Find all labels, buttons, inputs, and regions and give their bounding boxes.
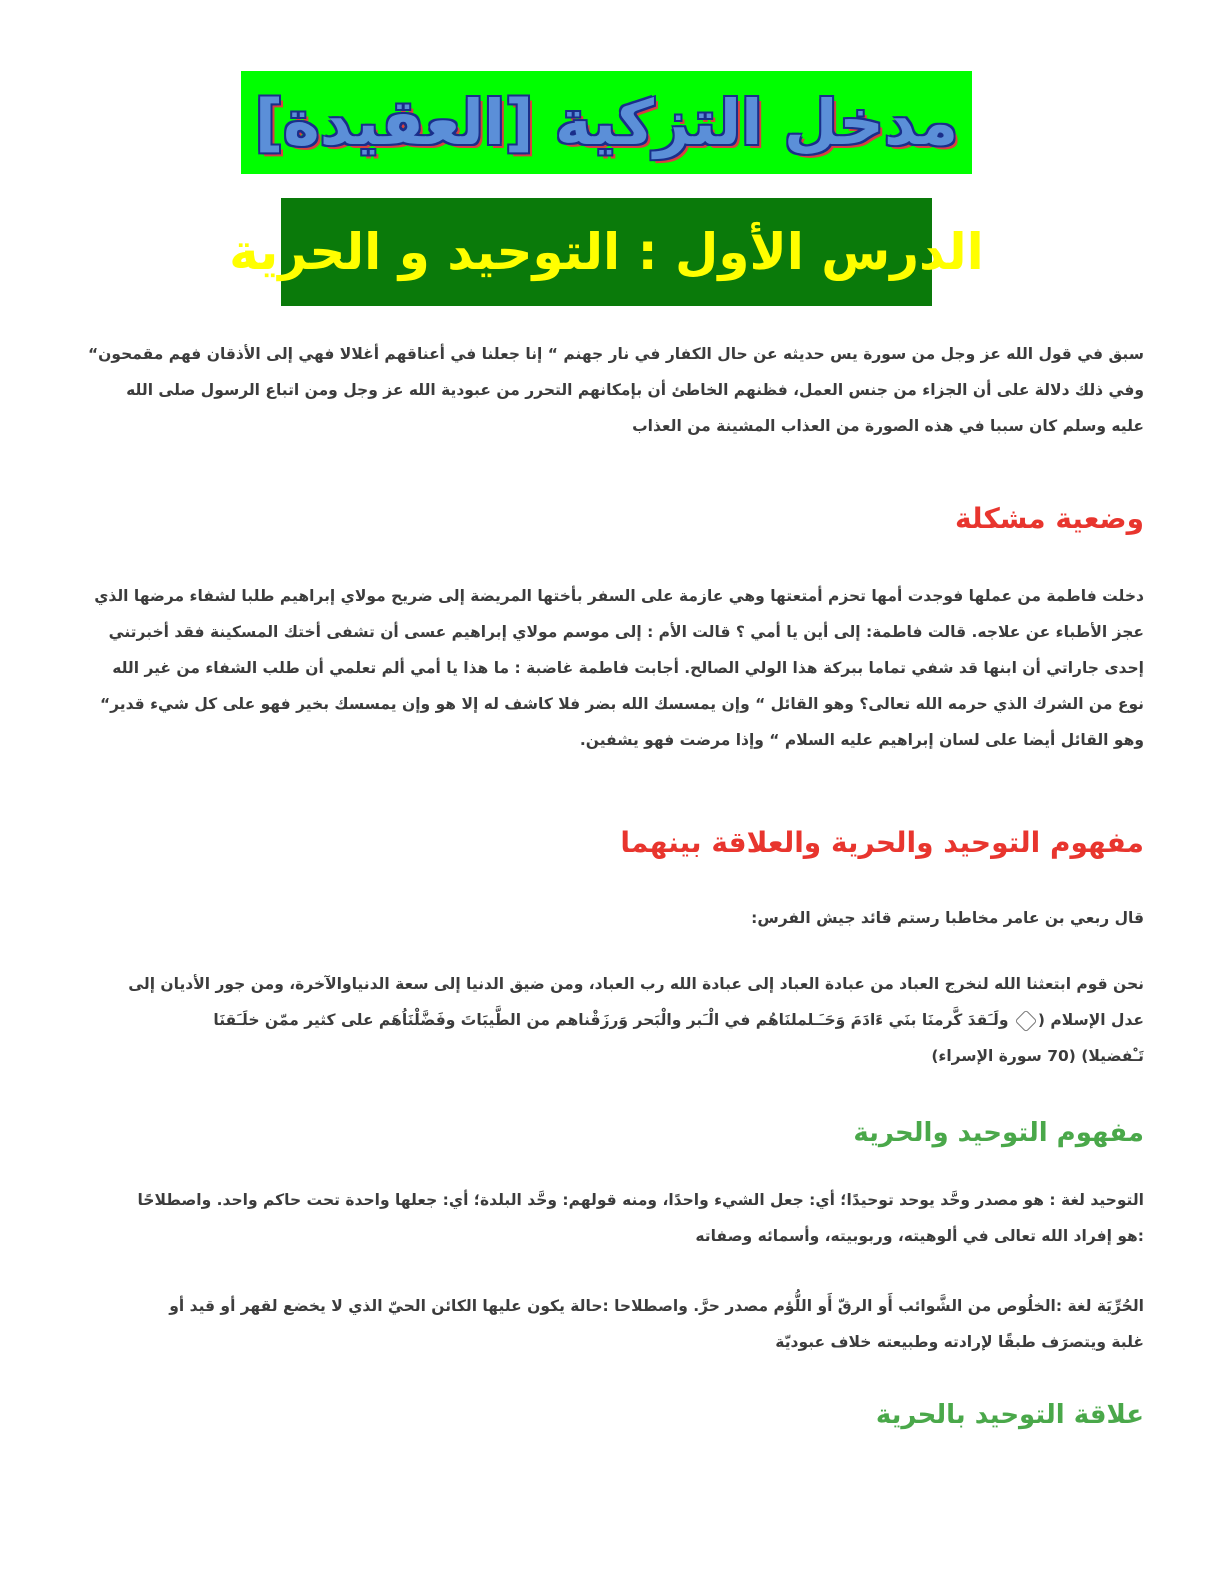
tawhid-line: التوحيد لغة : هو مصدر وحَّد يوحد توحيدًا؛ أي: جعل الشيء واحدًا، ومنه قولهم: وحَّد البلدة؛ أي: جعلها واحدة تحت حاكم واحد. واصطلاحًا: [137, 1191, 1144, 1209]
hurriya-definition: [80, 1288, 1144, 1360]
problem-line: عجز الأطباء عن علاجه. قالت فاطمة: إلى أين يا أمي ؟ قالت الأم : إلى موسم مولاي إبراهيم عسى أن تشفى أختك المسكينة فقد أخبرتني: [108, 623, 1144, 641]
concept-line-start: عدل الإسلام (: [1037, 1011, 1144, 1029]
section-heading-definition: مفهوم التوحيد والحرية: [853, 1118, 1144, 1148]
concept-paragraph: [80, 966, 1144, 1074]
tawhid-line: :هو إفراد الله تعالى في ألوهيته، وربوبيته، وأسمائه وصفاته: [695, 1227, 1144, 1245]
quote-intro: [80, 900, 1144, 936]
hurriya-line: الحُرِّيَة لغة :الخلُوص من الشَّوائب أَو الرقّ أَو اللُّؤم مصدر حرَّ. واصطلاحا :حالة يكون عليها الكائن الحيّ الذي لا يخضع لقهر أو قيد أو: [169, 1297, 1144, 1315]
intro-line: سبق في قول الله عز وجل من سورة يس حديثه عن حال الكفار في نار جهنم “ إنا جعلنا في أعناقهم أغلالا فهي إلى الأذقان فهم مقمحون“: [87, 345, 1144, 363]
tawhid-definition: [80, 1182, 1144, 1254]
hurriya-line: غلبة ويتصرَف طبقًا لإرادته وطبيعته خلاف عبوديّة: [775, 1333, 1144, 1351]
problem-line: إحدى جاراتي أن ابنها قد شفي تماما ببركة هذا الولي الصالح. أجابت فاطمة غاضبة : ما هذا يا أمي ألم تعلمي أن طلب الشفاء من غير الله: [112, 659, 1144, 677]
section-heading-relation: علاقة التوحيد بالحرية: [875, 1400, 1144, 1430]
problem-line: وهو القائل أيضا على لسان إبراهيم عليه السلام “ وإذا مرضت فهو يشفين.: [579, 731, 1144, 749]
problem-paragraph: [80, 578, 1144, 758]
intro-line: عليه وسلم كان سببا في هذه الصورة من العذاب المشينة من العذاب: [632, 417, 1144, 435]
concept-line-verse: [80, 1002, 1144, 1038]
section-heading-problem: وضعية مشكلة: [955, 502, 1144, 535]
section-heading-concept: مفهوم التوحيد والحرية والعلاقة بينهما: [620, 826, 1144, 859]
quote-intro-line: قال ربعي بن عامر مخاطبا رستم قائد جيش الفرس:: [751, 909, 1144, 927]
page-title: مدخل التزكية [العقيدة]: [254, 85, 959, 159]
intro-line: وفي ذلك دلالة على أن الجزاء من جنس العمل، فظنهم الخاطئ أن بإمكانهم التحرر من عبودية الله عز وجل ومن اتباع الرسول صلى الله: [126, 381, 1144, 399]
concept-line: تَـْفضيلا) (70 سورة الإسراء): [931, 1047, 1144, 1065]
concept-line: نحن قوم ابتعثنا الله لنخرج العباد من عبادة العباد إلى عبادة الله رب العباد، ومن ضيق الدنيا إلى سعة الدنياوالآخرة، ومن جور الأديان إلى: [128, 975, 1144, 993]
problem-line: دخلت فاطمة من عملها فوجدت أمها تحزم أمتعتها وهي عازمة على السفر بأختها المريضة إلى ضريح مولاي إبراهيم طلبا لشفاء مرضها الذي: [94, 587, 1144, 605]
intro-paragraph: [80, 336, 1144, 444]
lesson-title: الدرس الأول : التوحيد و الحرية: [229, 223, 984, 281]
title-banner: [241, 71, 972, 174]
subtitle-banner: [229, 198, 984, 306]
problem-line: نوع من الشرك الذي حرمه الله تعالى؟ وهو القائل “ وإن يمسسك الله بضر فلا كاشف له إلا هو وإن يمسسك بخير فهو على كل شيء قدير“: [99, 695, 1144, 713]
quran-ornament-icon: [1015, 1009, 1038, 1032]
concept-verse: ولَـَقدَ كَّرمنَا بنَي ءَادَمَ وَحَـَـلملنَاهُم في الْـَبر والْبَحر وَرزَقْناهم من الطَّيبَاتَ وفَضَّلْنَاُهَم على كثير ممّن خلَـَقنَا: [213, 1011, 1014, 1029]
